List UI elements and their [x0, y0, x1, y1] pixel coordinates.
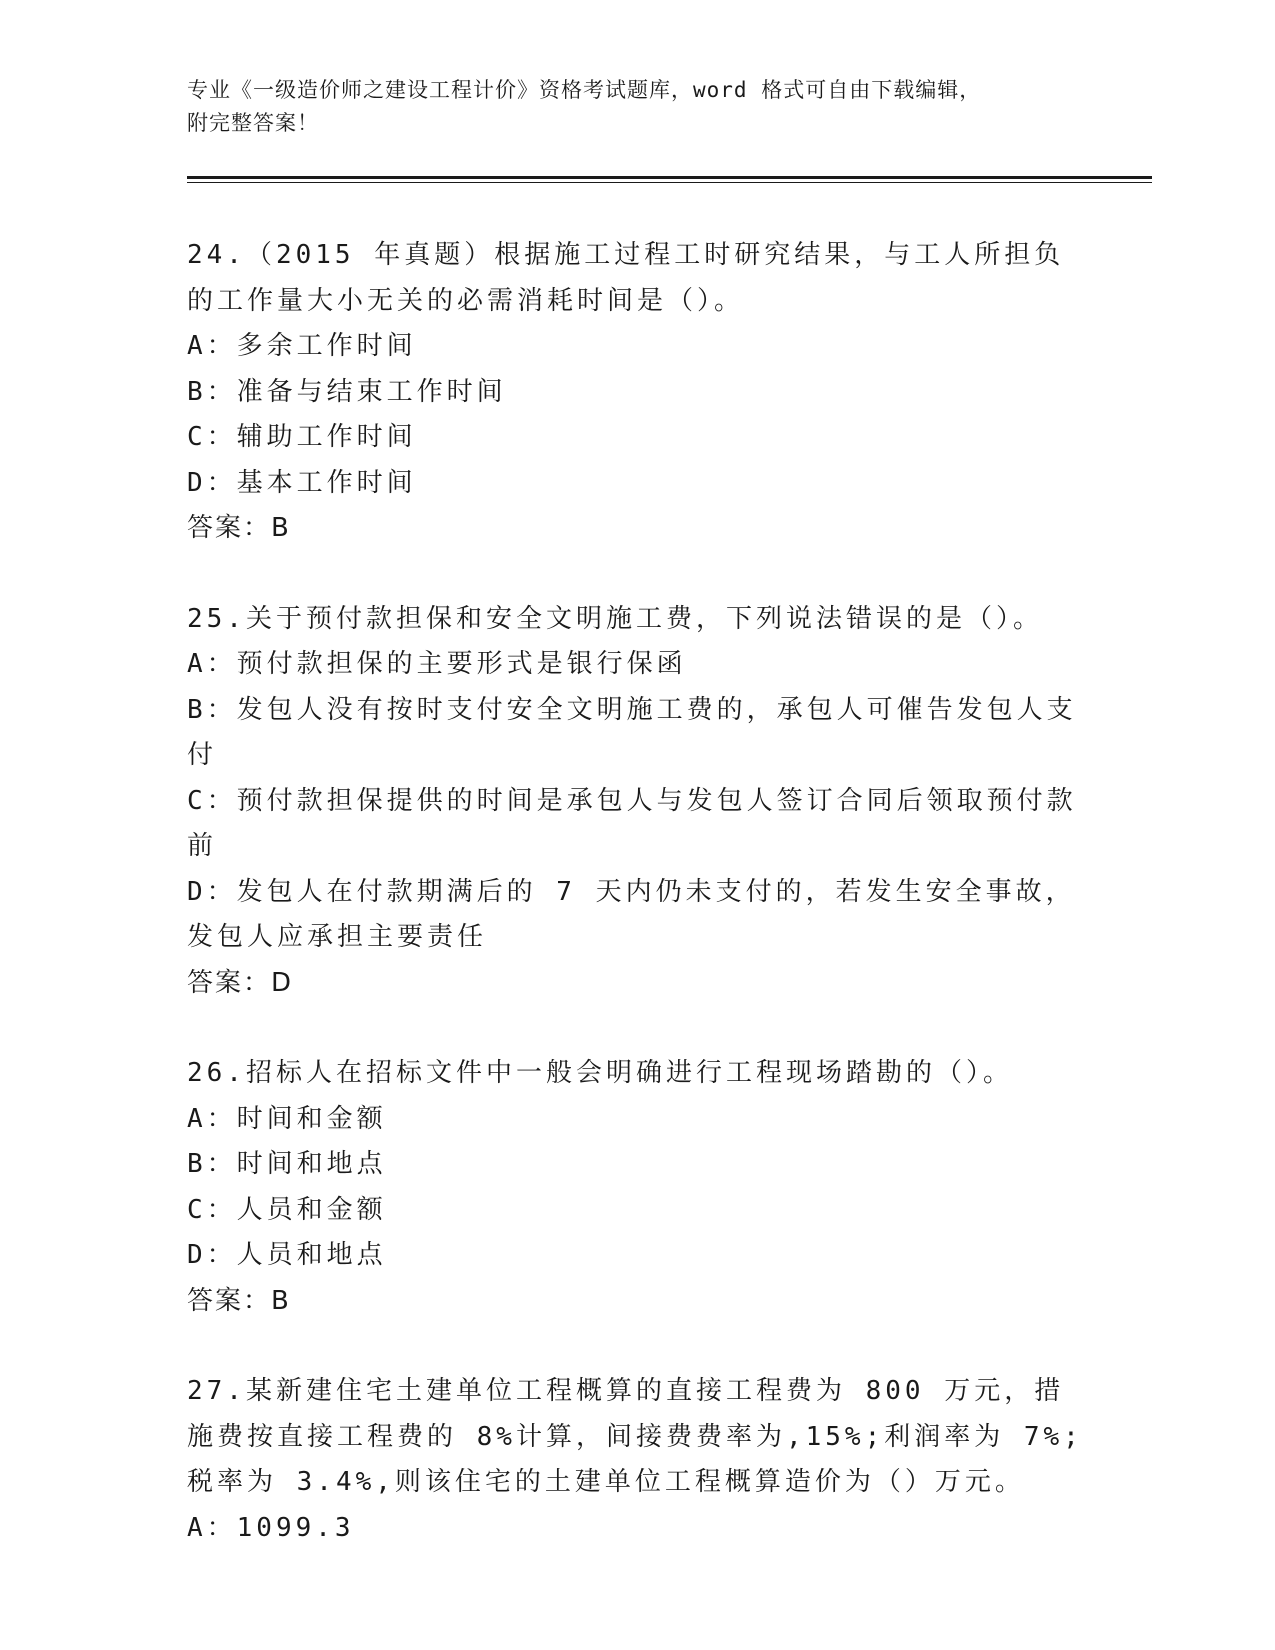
answer-label: 答案：B: [187, 513, 291, 543]
option-b: B：时间和地点: [187, 1149, 387, 1179]
header-divider-thick: [187, 176, 1152, 179]
option-b: B：准备与结束工作时间: [187, 376, 507, 407]
option-a: A：预付款担保的主要形式是银行保函: [187, 649, 687, 679]
answer-label: 答案：B: [187, 1285, 291, 1316]
header-line-1: 专业《一级造价师之建设工程计价》资格考试题库，word 格式可自由下载编辑，: [187, 78, 982, 102]
option-a: A：时间和金额: [187, 1103, 387, 1134]
option-b: B：发包人没有按时支付安全文明施工费的，承包人可催告发包人支付: [187, 694, 1077, 770]
option-d: D：人员和地点: [187, 1240, 387, 1270]
question-26: [187, 1051, 1087, 1324]
option-d: D：发包人在付款期满后的 7 天内仍未支付的，若发生安全事故，发包人应承担主要责任: [187, 876, 1076, 952]
option-a: A：多余工作时间: [187, 331, 417, 361]
option-c: C：辅助工作时间: [187, 422, 417, 452]
option-c: C：人员和金额: [187, 1194, 387, 1225]
option-a: A：1099.3: [187, 1512, 355, 1543]
question-stem: 26.招标人在招标文件中一般会明确进行工程现场踏勘的（）。: [187, 1058, 1013, 1088]
header-divider-thin: [187, 182, 1152, 183]
question-24: [187, 233, 1087, 552]
question-stem: 25.关于预付款担保和安全文明施工费，下列说法错误的是（）。: [187, 603, 1043, 634]
answer-label: 答案：D: [187, 967, 294, 998]
option-c: C：预付款担保提供的时间是承包人与发包人签订合同后领取预付款前: [187, 785, 1077, 861]
document-header: [187, 74, 1087, 140]
question-25: [187, 597, 1087, 1007]
question-27: [187, 1369, 1087, 1551]
question-list: [187, 233, 1087, 1596]
question-stem: 24.（2015 年真题）根据施工过程工时研究结果，与工人所担负的工作量大小无关的必需消耗时间是（）。: [187, 240, 1065, 316]
question-stem: 27.某新建住宅土建单位工程概算的直接工程费为 800 万元，措施费按直接工程费的 8%计算，间接费费率为,15%;利润率为 7%;税率为 3.4%,则该住宅的土建单位工程概算造价为（）万元。: [187, 1376, 1083, 1497]
option-d: D：基本工作时间: [187, 467, 417, 498]
header-line-2: 附完整答案！: [187, 111, 319, 135]
